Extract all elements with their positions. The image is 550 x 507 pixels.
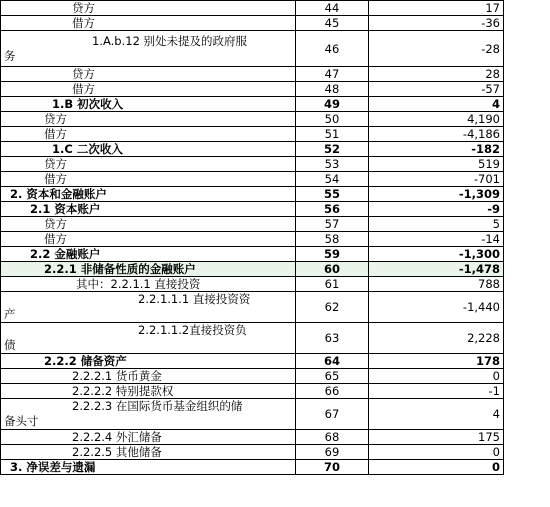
row-code-cell: 45 xyxy=(296,16,369,31)
item-cell xyxy=(1,142,296,157)
value-cell: -1,300 xyxy=(369,247,504,262)
item-cell xyxy=(1,67,296,82)
value-cell: 519 xyxy=(369,157,504,172)
value-cell: -9 xyxy=(369,202,504,217)
row-code-cell: 57 xyxy=(296,217,369,232)
table-row xyxy=(1,172,504,187)
row-code-cell: 48 xyxy=(296,82,369,97)
item-cell xyxy=(1,202,296,217)
table-row xyxy=(1,354,504,369)
item-cell xyxy=(1,323,296,354)
item-label: 贷方 xyxy=(44,112,67,126)
row-code-cell: 58 xyxy=(296,232,369,247)
row-code-cell: 54 xyxy=(296,172,369,187)
value-cell: -4,186 xyxy=(369,127,504,142)
table-row xyxy=(1,202,504,217)
row-code-cell: 67 xyxy=(296,399,369,430)
item-label-continued: 备头寸 xyxy=(4,414,39,428)
table-row xyxy=(1,277,504,292)
row-code-cell: 52 xyxy=(296,142,369,157)
value-cell: 0 xyxy=(369,369,504,384)
item-cell xyxy=(1,112,296,127)
row-code-cell: 56 xyxy=(296,202,369,217)
row-code-cell: 61 xyxy=(296,277,369,292)
table-row xyxy=(1,97,504,112)
item-label: 其中：2.2.1.1 直接投资 xyxy=(76,277,201,291)
table-body xyxy=(1,1,504,475)
value-cell: 178 xyxy=(369,354,504,369)
item-label: 2. 资本和金融账户 xyxy=(10,187,107,201)
item-label: 2.2.2.3 在国际货币基金组织的储 xyxy=(72,399,243,413)
item-cell xyxy=(1,354,296,369)
item-label: 贷方 xyxy=(44,157,67,171)
value-cell: 28 xyxy=(369,67,504,82)
item-cell xyxy=(1,82,296,97)
item-label: 2.2 金融账户 xyxy=(30,247,101,261)
item-cell xyxy=(1,384,296,399)
row-code-cell: 69 xyxy=(296,445,369,460)
row-code-cell: 65 xyxy=(296,369,369,384)
item-label: 2.1 资本账户 xyxy=(30,202,101,216)
item-label: 2.2.2.1 货币黄金 xyxy=(72,369,162,383)
row-code-cell: 62 xyxy=(296,292,369,323)
row-code-cell: 51 xyxy=(296,127,369,142)
value-cell: 5 xyxy=(369,217,504,232)
item-label-continued: 产 xyxy=(4,307,16,321)
row-code-cell: 60 xyxy=(296,262,369,277)
row-code-cell: 47 xyxy=(296,67,369,82)
row-code-cell: 64 xyxy=(296,354,369,369)
item-label: 2.2.1.1.2直接投资负 xyxy=(138,323,247,337)
table-row xyxy=(1,369,504,384)
item-cell xyxy=(1,187,296,202)
value-cell: -28 xyxy=(369,31,504,67)
item-label: 2.2.2.4 外汇储备 xyxy=(72,430,162,444)
item-cell xyxy=(1,369,296,384)
table-row xyxy=(1,157,504,172)
item-label: 2.2.2.5 其他储备 xyxy=(72,445,162,459)
table-row xyxy=(1,445,504,460)
item-cell xyxy=(1,31,296,67)
item-cell xyxy=(1,262,296,277)
item-label: 贷方 xyxy=(72,1,95,15)
value-cell: 4,190 xyxy=(369,112,504,127)
value-cell: -14 xyxy=(369,232,504,247)
row-code-cell: 63 xyxy=(296,323,369,354)
value-cell: 4 xyxy=(369,97,504,112)
row-code-cell: 53 xyxy=(296,157,369,172)
value-cell: 175 xyxy=(369,430,504,445)
item-label-continued: 债 xyxy=(4,338,16,352)
table-row xyxy=(1,384,504,399)
value-cell: -182 xyxy=(369,142,504,157)
row-code-cell: 66 xyxy=(296,384,369,399)
item-label: 3. 净误差与遗漏 xyxy=(10,460,96,474)
item-cell xyxy=(1,217,296,232)
value-cell: 0 xyxy=(369,445,504,460)
item-cell xyxy=(1,172,296,187)
table-row xyxy=(1,82,504,97)
table-row xyxy=(1,232,504,247)
row-code-cell: 46 xyxy=(296,31,369,67)
table-row xyxy=(1,1,504,16)
row-code-cell: 59 xyxy=(296,247,369,262)
row-code-cell: 50 xyxy=(296,112,369,127)
table-row xyxy=(1,399,504,430)
table-row xyxy=(1,187,504,202)
item-label-continued: 务 xyxy=(4,48,16,63)
item-cell xyxy=(1,157,296,172)
table-row xyxy=(1,430,504,445)
row-code-cell: 49 xyxy=(296,97,369,112)
row-code-cell: 68 xyxy=(296,430,369,445)
item-cell xyxy=(1,127,296,142)
item-label: 借方 xyxy=(72,82,95,96)
item-label: 1.A.b.12 别处未提及的政府服 xyxy=(92,33,248,48)
value-cell: -1,440 xyxy=(369,292,504,323)
table-row xyxy=(1,112,504,127)
table-row xyxy=(1,127,504,142)
row-code-cell: 70 xyxy=(296,460,369,475)
item-cell xyxy=(1,247,296,262)
value-cell: -1,309 xyxy=(369,187,504,202)
table-row xyxy=(1,142,504,157)
value-cell: 2,228 xyxy=(369,323,504,354)
value-cell: -701 xyxy=(369,172,504,187)
value-cell: -1 xyxy=(369,384,504,399)
value-cell: -57 xyxy=(369,82,504,97)
table-row xyxy=(1,323,504,354)
table-row xyxy=(1,460,504,475)
value-cell: -36 xyxy=(369,16,504,31)
table-row xyxy=(1,262,504,277)
item-label: 借方 xyxy=(72,16,95,30)
item-cell xyxy=(1,292,296,323)
table-row xyxy=(1,292,504,323)
value-cell: 17 xyxy=(369,1,504,16)
item-label: 2.2.1.1.1 直接投资资 xyxy=(138,292,251,306)
table-row xyxy=(1,31,504,67)
item-cell xyxy=(1,97,296,112)
item-label: 2.2.2 储备资产 xyxy=(44,354,127,368)
row-code-cell: 44 xyxy=(296,1,369,16)
row-code-cell: 55 xyxy=(296,187,369,202)
item-label: 借方 xyxy=(44,127,67,141)
item-label: 2.2.2.2 特别提款权 xyxy=(72,384,174,398)
item-cell xyxy=(1,277,296,292)
item-cell xyxy=(1,399,296,430)
table-row xyxy=(1,16,504,31)
item-cell xyxy=(1,232,296,247)
item-cell xyxy=(1,1,296,16)
value-cell: 0 xyxy=(369,460,504,475)
item-label: 2.2.1 非储备性质的金融账户 xyxy=(44,262,196,276)
item-label: 贷方 xyxy=(44,217,67,231)
item-label: 贷方 xyxy=(72,67,95,81)
table-row xyxy=(1,217,504,232)
item-cell xyxy=(1,445,296,460)
item-label: 1.C 二次收入 xyxy=(52,142,123,156)
value-cell: 788 xyxy=(369,277,504,292)
item-label: 借方 xyxy=(44,172,67,186)
item-label: 借方 xyxy=(44,232,67,246)
item-cell xyxy=(1,460,296,475)
item-cell xyxy=(1,430,296,445)
table-row xyxy=(1,247,504,262)
value-cell: -1,478 xyxy=(369,262,504,277)
value-cell: 4 xyxy=(369,399,504,430)
item-cell xyxy=(1,16,296,31)
table-row xyxy=(1,67,504,82)
item-label: 1.B 初次收入 xyxy=(52,97,124,111)
